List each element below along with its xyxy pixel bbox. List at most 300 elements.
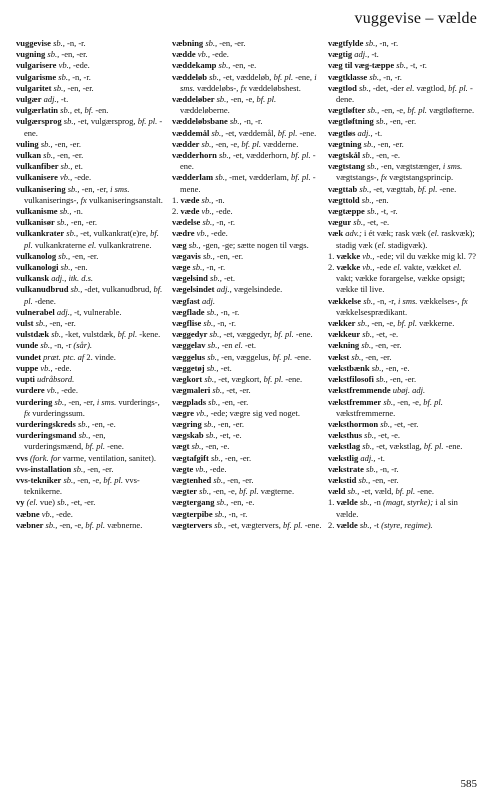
dictionary-entry — [16, 161, 166, 172]
entry-text: -et, væld, — [361, 486, 396, 497]
dictionary-entry — [172, 150, 322, 172]
grammar-note: sb., — [205, 351, 222, 362]
grammar-note: sb., — [41, 150, 58, 161]
grammar-note: sb., — [361, 295, 378, 306]
entry-text: -et, vægkort, — [218, 374, 264, 385]
dictionary-entry — [328, 397, 478, 419]
dictionary-entry — [328, 83, 478, 105]
entry-text: -ede. — [211, 228, 228, 239]
entry-text: -en — [221, 340, 235, 351]
entry-text: -dene. — [336, 82, 473, 105]
entry-text: -n, -r. — [220, 306, 240, 317]
grammar-note: sb., — [203, 38, 220, 48]
headword: vækstid — [328, 474, 357, 485]
grammar-note: sb., — [207, 273, 224, 284]
grammar-note: vb., — [194, 407, 211, 418]
entry-text: -en, -er, — [68, 396, 97, 407]
entry-text: vægtlod, — [416, 82, 449, 93]
grammar-note: sb., — [381, 396, 398, 407]
entry-text: væddeløbshest. — [248, 82, 301, 93]
dictionary-entry — [328, 419, 478, 430]
entry-text: -ene. — [295, 329, 313, 340]
entry-text: varme, ventilation, sanitet). — [62, 452, 156, 463]
entry-text: -en, -er. — [61, 49, 88, 60]
dictionary-entry — [172, 116, 322, 127]
grammar-note: fx — [80, 194, 89, 205]
headword: vulnerabel — [16, 306, 55, 317]
grammar-note: sb., — [201, 418, 218, 429]
dictionary-entry — [328, 195, 478, 206]
entry-text: -en, -e. — [91, 418, 116, 429]
grammar-note: fx — [461, 295, 468, 306]
dictionary-entry — [328, 430, 478, 441]
dictionary-entry — [172, 38, 322, 49]
dictionary-entry — [172, 284, 322, 295]
grammar-note: sb., — [56, 71, 73, 82]
entry-text: -ene. — [285, 374, 303, 385]
grammar-note: adj., — [41, 94, 61, 105]
entry-text: -et, -e. — [376, 329, 399, 340]
grammar-note: bf. pl. — [395, 486, 418, 497]
dictionary-entry — [172, 430, 322, 441]
entry-text: -et, -e. — [367, 217, 390, 228]
dictionary-entry — [172, 475, 322, 486]
grammar-note: bf. pl. — [407, 105, 430, 116]
grammar-note: fx — [240, 82, 249, 93]
headword: vulgaritet — [16, 82, 52, 93]
entry-text: -et, -er. — [226, 385, 251, 396]
entry-text: -en, -er. — [222, 396, 249, 407]
grammar-note: sb., — [357, 497, 374, 508]
entry-text: -et, vægttab, — [373, 183, 418, 194]
dictionary-entry — [328, 486, 478, 497]
headword: vulkanisør — [16, 217, 55, 228]
grammar-note: adv.; — [343, 228, 364, 239]
grammar-note: sb., — [200, 250, 217, 261]
dictionary-entry — [16, 352, 166, 363]
entry-text: stadigvæk). — [387, 239, 428, 250]
grammar-note: (el. — [24, 497, 40, 508]
grammar-note: sb., — [201, 318, 218, 329]
grammar-note: sb., — [363, 38, 380, 48]
grammar-note: sb., — [199, 138, 216, 149]
dictionary-entry — [16, 453, 166, 464]
headword: vulgær — [16, 94, 42, 105]
dictionary-entry — [328, 72, 478, 83]
entry-text: -kene. — [139, 329, 161, 340]
running-header: vuggevise – vælde — [354, 10, 477, 27]
entry-text: -en. — [375, 194, 389, 205]
grammar-note: sb., — [199, 194, 216, 205]
grammar-note: vb., — [199, 206, 216, 217]
dictionary-entry — [16, 83, 166, 94]
grammar-note: sb., — [45, 49, 62, 60]
entry-text: -en, -er. — [219, 38, 246, 48]
dictionary-entry — [328, 128, 478, 139]
grammar-note: bf. pl. — [263, 374, 286, 385]
headword: vækkelse — [328, 295, 362, 306]
headword: vulgarisere — [16, 60, 57, 71]
dictionary-entry — [172, 352, 322, 363]
headword: væggedyr — [172, 329, 208, 340]
grammar-note: vb., — [44, 385, 62, 396]
grammar-note: sb., — [57, 497, 72, 508]
headword: vædelse — [172, 217, 201, 228]
grammar-note: el. — [87, 239, 99, 250]
headword: vægtløs — [328, 127, 356, 138]
grammar-note: sb., — [206, 71, 224, 82]
dictionary-entry — [328, 385, 478, 396]
grammar-note: bf. pl. — [291, 172, 313, 183]
entry-text: -n, -r. — [379, 38, 399, 48]
grammar-note: sb., — [189, 441, 206, 452]
entry-text: i al sin vælde. — [336, 497, 458, 519]
entry-text: -ene. — [417, 486, 435, 497]
entry-text: -en, vurderingsmænd, — [24, 430, 106, 452]
headword: væde — [180, 194, 200, 205]
dictionary-entry — [328, 318, 478, 329]
entry-text: vurderings-, — [118, 396, 160, 407]
dictionary-entry — [16, 38, 166, 49]
entry-text: -ede. — [54, 362, 72, 373]
grammar-note: sb., — [367, 71, 384, 82]
dictionary-column — [16, 38, 166, 778]
grammar-note: adj., — [352, 49, 372, 60]
headword: vulkanisering — [16, 183, 66, 194]
dictionary-entry — [328, 363, 478, 374]
headword: vække — [336, 262, 361, 273]
headword: vægtfylde — [328, 38, 364, 48]
dictionary-entry — [16, 318, 166, 329]
headword: vægskab — [172, 430, 204, 441]
entry-text: -ede. — [56, 508, 73, 519]
grammar-note: el. — [406, 82, 417, 93]
dictionary-entry — [328, 60, 478, 71]
entry-text: vulkaniserings-, — [24, 194, 81, 205]
entry-text: -mene. — [180, 172, 316, 194]
entry-text: vurderingssum. — [32, 407, 85, 418]
dictionary-entry — [16, 430, 166, 452]
headword: vækning — [328, 340, 360, 351]
headword: vælde — [336, 497, 358, 508]
entry-text: -et. — [220, 362, 232, 373]
entry-text: -ede. — [212, 49, 229, 60]
grammar-note: sb., — [360, 329, 377, 340]
grammar-note: adj., — [54, 306, 75, 317]
entry-text: vulkankraterne — [34, 239, 88, 250]
grammar-note: vb., — [38, 362, 55, 373]
grammar-note: sb., — [71, 463, 88, 474]
entry-text: -et, -er. — [71, 497, 96, 508]
entry-text: 2. — [328, 519, 337, 530]
grammar-note: vb., — [56, 60, 73, 71]
headword: vægttab — [328, 183, 358, 194]
entry-text: -et, væddeløb, — [223, 71, 274, 82]
entry-text: et, — [74, 105, 85, 116]
headword: vulgærlatin — [16, 105, 59, 116]
entry-text: -n. — [215, 194, 225, 205]
grammar-note: bf. pl. — [282, 519, 305, 530]
entry-text: -en, -er. — [216, 250, 244, 261]
grammar-note: ubøj. adj. — [390, 385, 426, 396]
grammar-note: sb., — [190, 262, 207, 273]
grammar-note: i sms. — [110, 183, 130, 194]
entry-text: vakt; vække forargelse, vække opsigt; vække til live. — [336, 273, 465, 295]
grammar-note: vb., — [360, 262, 377, 273]
dictionary-entry — [328, 453, 478, 464]
dictionary-entry — [172, 385, 322, 396]
dictionary-columns — [16, 38, 478, 778]
grammar-note: bf. pl. — [277, 127, 300, 138]
grammar-note: sb., — [216, 60, 233, 71]
entry-text: -en, -er. — [389, 374, 417, 385]
entry-text: -en, -er. — [87, 463, 114, 474]
entry-text: -en, -er. — [217, 418, 245, 429]
entry-text: -n, -r. — [206, 262, 226, 273]
headword: vulkanudbrud — [16, 284, 69, 295]
dictionary-entry — [328, 329, 478, 340]
grammar-note: sb., — [394, 60, 411, 71]
headword: væddekamp — [172, 60, 217, 71]
headword: vægtenhed — [172, 474, 212, 485]
headword: vækstfilosofi — [328, 374, 374, 385]
entry-text: -en, -e, — [77, 474, 104, 485]
headword: vvs-tekniker — [16, 474, 62, 485]
headword: væksthus — [328, 430, 363, 441]
grammar-note: i sms. — [442, 161, 463, 172]
grammar-note: sb., — [355, 318, 372, 329]
dictionary-entry — [172, 60, 322, 71]
entry-text: væddeløberne. — [180, 105, 230, 116]
grammar-note: el. — [430, 228, 442, 239]
grammar-note: udråbsord. — [34, 374, 75, 385]
entry-text: -t, vulnerable. — [74, 306, 122, 317]
entry-text: -et, -e. — [219, 430, 242, 441]
headword: vægelsindet — [172, 284, 215, 295]
entry-text: -en. — [95, 105, 109, 116]
dictionary-entry — [16, 262, 166, 273]
dictionary-entry — [172, 408, 322, 419]
entry-text: vækstfremmerne. — [336, 407, 396, 418]
entry-text: -n, -r — [54, 340, 74, 351]
dictionary-entry — [16, 374, 166, 385]
grammar-note: sb., — [363, 463, 380, 474]
headword: vægmaleri — [172, 385, 211, 396]
dictionary-entry — [328, 497, 478, 519]
dictionary-entry — [172, 228, 322, 239]
entry-text: 1. — [172, 194, 181, 205]
headword: vædde — [172, 49, 196, 60]
headword: vulst — [16, 318, 34, 329]
headword: væddemål — [172, 127, 210, 138]
headword: væge — [172, 262, 191, 273]
entry-text: -en, -er. — [72, 250, 99, 261]
headword: vulkanologi — [16, 262, 59, 273]
grammar-note: sb., — [373, 116, 390, 127]
headword: vækker — [328, 318, 356, 329]
entry-text: -en, -er. — [365, 351, 392, 362]
headword: vurderingsmand — [16, 430, 77, 441]
entry-text: 1. — [328, 250, 337, 261]
grammar-note: bf. pl. — [103, 474, 126, 485]
entry-text: -ene. — [439, 183, 457, 194]
dictionary-entry — [172, 374, 322, 385]
dictionary-entry — [16, 509, 166, 520]
headword: vulkankrater — [16, 228, 65, 239]
dictionary-entry — [328, 161, 478, 183]
dictionary-entry — [172, 497, 322, 508]
headword: vulkanisme — [16, 206, 58, 217]
dictionary-entry — [172, 49, 322, 60]
headword: vulkansk — [16, 273, 50, 284]
entry-text: vulkankratrene. — [98, 239, 152, 250]
headword: vy — [16, 497, 25, 508]
dictionary-entry — [328, 139, 478, 150]
entry-text: -ene. — [180, 150, 316, 172]
dictionary-entry — [16, 284, 166, 306]
entry-text: vædderne. — [263, 138, 299, 149]
headword: vuling — [16, 138, 39, 149]
entry-text: -en, -er. — [372, 474, 399, 485]
entry-text: -en, -er. — [389, 116, 417, 127]
grammar-note: el. — [377, 239, 388, 250]
headword: vækstlag — [328, 441, 361, 452]
entry-text: -et, væddemål, — [225, 127, 278, 138]
entry-text: -ene. — [24, 116, 163, 138]
dictionary-entry — [172, 94, 322, 116]
entry-text: -en, vægtstænger, — [380, 161, 443, 172]
grammar-note: bf. pl. — [241, 138, 264, 149]
entry-text: -n — [373, 497, 384, 508]
entry-text: -et, væggedyr, — [223, 329, 275, 340]
headword: vurderingskreds — [16, 418, 76, 429]
headword: vulkanfiber — [16, 161, 59, 172]
entry-text: -ene. — [304, 519, 322, 530]
grammar-note: sb., — [204, 306, 221, 317]
grammar-note: sb., — [364, 161, 381, 172]
entry-text: -ede. — [209, 463, 227, 474]
dictionary-entry — [16, 139, 166, 150]
dictionary-entry — [172, 296, 322, 307]
grammar-note: vb., — [194, 228, 212, 239]
headword: vægte — [172, 463, 194, 474]
dictionary-entry — [328, 296, 478, 318]
grammar-note: vb., — [193, 463, 210, 474]
headword: vægflise — [172, 318, 202, 329]
headword: vægtergang — [172, 497, 215, 508]
entry-text: -n, -r. — [217, 318, 236, 329]
grammar-note: vb., — [195, 49, 213, 60]
dictionary-entry — [328, 116, 478, 127]
headword: vægtning — [328, 138, 362, 149]
grammar-note: adj., — [358, 452, 378, 463]
grammar-note: sb., — [369, 362, 386, 373]
grammar-note: adj. — [199, 295, 215, 306]
headword: vvs — [16, 452, 28, 463]
grammar-note: sb., — [51, 82, 68, 93]
grammar-note: sb., — [58, 105, 75, 116]
grammar-note: sb., — [356, 82, 373, 93]
headword: væg — [172, 239, 187, 250]
grammar-note: vb., — [360, 250, 377, 261]
entry-text: -gen, -ge; sætte nogen til vægs. — [202, 239, 309, 250]
headword: vække — [336, 250, 361, 261]
dictionary-entry — [16, 307, 166, 318]
entry-text: -ede. — [74, 172, 92, 183]
dictionary-entry — [172, 240, 322, 251]
dictionary-entry — [328, 441, 478, 452]
grammar-note: bf. pl. — [273, 71, 296, 82]
dictionary-entry — [16, 49, 166, 60]
dictionary-entry — [328, 38, 478, 49]
grammar-note: sb., — [212, 508, 229, 519]
grammar-note: sb., — [38, 340, 55, 351]
grammar-note: bf. pl. — [239, 486, 261, 497]
grammar-note: sb., — [58, 161, 75, 172]
grammar-note: sb., — [58, 262, 75, 273]
grammar-note: i sms. — [96, 396, 119, 407]
grammar-note: sb., — [373, 374, 390, 385]
entry-text: -n, -r. — [67, 38, 86, 48]
entry-text: -ede. — [215, 206, 233, 217]
dictionary-entry — [328, 464, 478, 475]
entry-text: -ede — [376, 262, 394, 273]
grammar-note: sb., — [206, 396, 223, 407]
entry-text: 2. — [172, 206, 181, 217]
dictionary-entry — [328, 262, 478, 296]
headword: vægur — [328, 217, 352, 228]
dictionary-entry — [16, 217, 166, 228]
headword: vægring — [172, 418, 202, 429]
entry-text: -et, vulkankrat(e)re, — [80, 228, 151, 239]
grammar-note: (magt, styrke); — [383, 497, 436, 508]
headword: vægelsind — [172, 273, 208, 284]
entry-text: -n, -r. — [243, 116, 263, 127]
dictionary-entry — [16, 385, 166, 396]
headword: vægterpibe — [172, 508, 213, 519]
headword: væggetøj — [172, 362, 205, 373]
headword: vugning — [16, 49, 46, 60]
entry-text: -ene. — [299, 127, 317, 138]
headword: vuppe — [16, 362, 39, 373]
grammar-note: sb., — [54, 217, 71, 228]
entry-text: -en, -e, — [59, 519, 86, 530]
dictionary-entry — [172, 318, 322, 329]
grammar-note: el. — [234, 340, 245, 351]
entry-text: -n, -r, — [377, 295, 399, 306]
headword: vægtklasse — [328, 71, 368, 82]
entry-text: -t. — [377, 452, 385, 463]
entry-text: vvs-teknikerne. — [24, 474, 140, 497]
grammar-note: bf. pl. — [256, 94, 277, 105]
grammar-note: i sms. — [180, 71, 317, 93]
headword: vælde — [336, 519, 358, 530]
headword: vækst — [328, 351, 350, 362]
dictionary-entry — [172, 172, 322, 194]
grammar-note: sb., — [197, 486, 214, 497]
grammar-note: sb., — [203, 430, 220, 441]
grammar-note: sb., — [209, 127, 226, 138]
dictionary-entry — [16, 329, 166, 340]
headword: vægtskål — [328, 150, 361, 161]
entry-text: -ede. — [72, 60, 90, 71]
headword: væddeløber — [172, 94, 215, 105]
headword: vægplads — [172, 396, 207, 407]
entry-text: vækkelsesprædikant. — [336, 306, 408, 317]
headword: væbne — [16, 508, 40, 519]
grammar-note: sb., — [61, 474, 78, 485]
entry-text: -n, -r. — [216, 217, 236, 228]
